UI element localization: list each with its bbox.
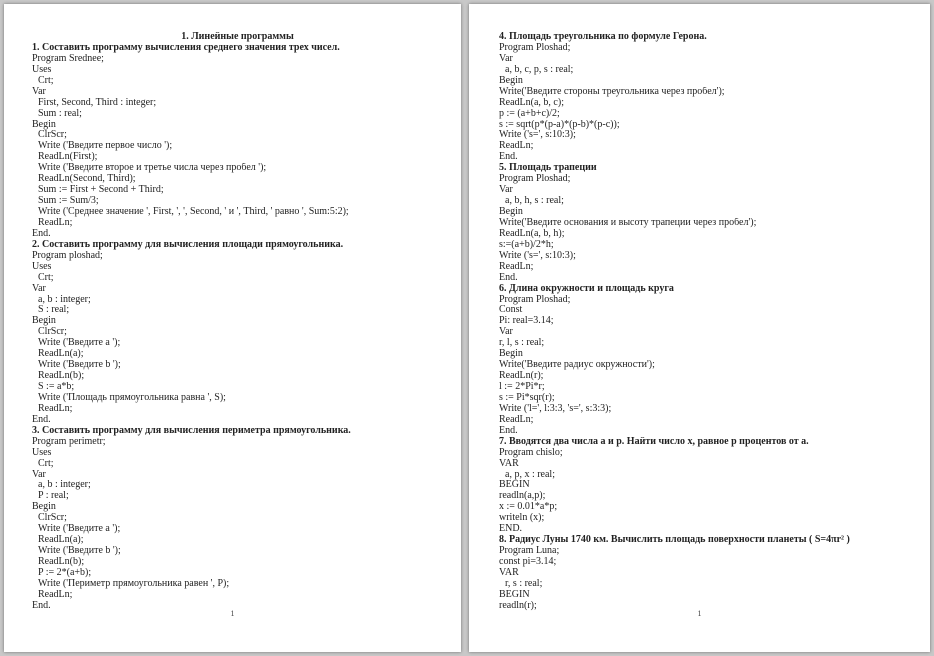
code-line: P := 2*(a+b); bbox=[38, 567, 92, 578]
code-line: Write ('Периметр прямоугольника равен ', P); bbox=[38, 578, 230, 589]
code-line: BEGIN bbox=[499, 589, 530, 600]
code-line: Begin bbox=[499, 75, 523, 86]
code-line: Crt; bbox=[38, 458, 54, 469]
section-heading: 3. Составить программу для вычисления периметра прямоугольника. bbox=[32, 425, 351, 436]
code-line: ReadLn(a, b, h); bbox=[499, 228, 565, 239]
code-line: Write ('Среднее значение ', First, ', ', Second, ' и ', Third, ' равно ', Sum:5:2); bbox=[38, 207, 349, 217]
code-line: End. bbox=[32, 414, 51, 425]
code-line: Uses bbox=[32, 261, 52, 272]
code-line: Begin bbox=[32, 316, 56, 327]
code-line: ClrScr; bbox=[38, 327, 67, 338]
code-line: ReadLn(a, b, c); bbox=[499, 97, 564, 108]
code-line: Program perimetr; bbox=[32, 436, 106, 447]
code-line: writeln (x); bbox=[499, 513, 545, 524]
code-line: Program Ploshad; bbox=[499, 42, 571, 53]
code-line: a, p, x : real; bbox=[505, 469, 555, 480]
section-heading: 1. Линейные программы bbox=[181, 32, 294, 42]
code-line: Write ('s=', s:10:3); bbox=[499, 130, 576, 141]
code-line: End. bbox=[499, 152, 518, 163]
code-line: Sum := First + Second + Third; bbox=[38, 185, 164, 196]
code-line: Write('Введите основания и высоту трапеции через пробел'); bbox=[499, 217, 757, 228]
code-line: Crt; bbox=[38, 75, 54, 86]
code-line: Begin bbox=[499, 349, 523, 360]
code-line: Sum : real; bbox=[38, 108, 82, 119]
code-line: Write ('Введите a '); bbox=[38, 338, 121, 349]
code-line: Uses bbox=[32, 64, 52, 75]
code-line: ClrScr; bbox=[38, 130, 67, 141]
code-line: ReadLn(b); bbox=[38, 371, 85, 382]
code-line: ReadLn; bbox=[499, 141, 534, 152]
code-line: Pi: real=3.14; bbox=[499, 316, 554, 327]
code-line: a, b, h, s : real; bbox=[505, 196, 564, 207]
code-line: End. bbox=[32, 228, 51, 239]
code-line: Program Ploshad; bbox=[499, 294, 571, 305]
code-line: Var bbox=[32, 86, 46, 97]
code-line: Write ('Введите первое число '); bbox=[38, 141, 173, 152]
code-line: BEGIN bbox=[499, 480, 530, 491]
code-line: Write('Введите радиус окружности'); bbox=[499, 360, 655, 371]
page-content bbox=[499, 32, 914, 612]
code-line: s:=(a+b)/2*h; bbox=[499, 239, 554, 250]
code-line: a, b : integer; bbox=[38, 294, 91, 305]
code-line: Begin bbox=[499, 207, 523, 217]
code-line: Begin bbox=[32, 119, 56, 130]
section-heading: 5. Площадь трапеции bbox=[499, 163, 597, 174]
code-line: Program Luna; bbox=[499, 546, 560, 557]
section-heading: 6. Длина окружности и площадь круга bbox=[499, 283, 674, 294]
code-line: END. bbox=[499, 524, 523, 535]
code-line: s := Pi*sqr(r); bbox=[499, 392, 555, 403]
code-line: a, b : integer; bbox=[38, 480, 91, 491]
code-line: S : real; bbox=[38, 305, 70, 316]
code-line: P : real; bbox=[38, 491, 69, 502]
code-line: Begin bbox=[32, 502, 56, 513]
code-line: r, s : real; bbox=[505, 578, 543, 589]
code-line: Write ('Площадь прямоугольника равна ', S); bbox=[38, 392, 226, 403]
code-line: End. bbox=[32, 600, 51, 611]
code-line: VAR bbox=[499, 567, 519, 578]
code-line: Write ('l=', l:3:3, 's=', s:3:3); bbox=[499, 403, 612, 414]
code-line: a, b, c, p, s : real; bbox=[505, 64, 574, 75]
code-line: End. bbox=[499, 425, 518, 436]
code-line: Var bbox=[499, 53, 513, 64]
code-line: ClrScr; bbox=[38, 513, 67, 524]
code-line: Write ('Введите второе и третье числа через пробел '); bbox=[38, 163, 267, 174]
code-line: ReadLn; bbox=[38, 589, 73, 600]
code-line: Write ('s=', s:10:3); bbox=[499, 250, 576, 261]
code-line: Var bbox=[32, 469, 46, 480]
page-number: 1 bbox=[697, 609, 702, 618]
code-line: p := (a+b+c)/2; bbox=[499, 108, 560, 119]
code-line: ReadLn(First); bbox=[38, 152, 98, 163]
code-line: Write ('Введите b '); bbox=[38, 546, 121, 557]
code-line: Sum := Sum/3; bbox=[38, 196, 99, 207]
code-line: ReadLn; bbox=[499, 261, 534, 272]
code-line: s := sqrt(p*(p-a)*(p-b)*(p-c)); bbox=[499, 119, 620, 130]
code-line: Const bbox=[499, 305, 523, 316]
code-line: Var bbox=[499, 327, 513, 338]
code-line: Uses bbox=[32, 447, 52, 458]
code-line: Var bbox=[499, 185, 513, 196]
code-line: ReadLn(a); bbox=[38, 349, 84, 360]
code-line: Write ('Введите b '); bbox=[38, 360, 121, 371]
code-line: VAR bbox=[499, 458, 519, 469]
code-line: const pi=3.14; bbox=[499, 557, 557, 567]
code-line: Program Srednee; bbox=[32, 53, 104, 64]
code-line: Var bbox=[32, 283, 46, 294]
code-line: Crt; bbox=[38, 272, 54, 283]
code-line: x := 0.01*a*p; bbox=[499, 502, 558, 513]
code-line: ReadLn; bbox=[38, 217, 73, 228]
code-line: l := 2*Pi*r; bbox=[499, 382, 545, 392]
code-line: Program Ploshad; bbox=[499, 174, 571, 185]
document-page-left bbox=[4, 4, 461, 652]
section-heading: 7. Вводятся два числа a и p. Найти число x, равное p процентов от a. bbox=[499, 436, 809, 447]
code-line: ReadLn(b); bbox=[38, 557, 85, 567]
code-line: r, l, s : real; bbox=[499, 338, 545, 349]
code-line: ReadLn(r); bbox=[499, 371, 544, 382]
code-line: Program ploshad; bbox=[32, 250, 103, 261]
code-line: readln(a,p); bbox=[499, 491, 546, 502]
code-line: ReadLn(a); bbox=[38, 535, 84, 546]
code-line: ReadLn; bbox=[38, 403, 73, 414]
code-line: Write('Введите стороны треугольника через пробел'); bbox=[499, 86, 725, 97]
code-line: Write ('Введите a '); bbox=[38, 524, 121, 535]
code-line: First, Second, Third : integer; bbox=[38, 97, 157, 108]
section-heading: 4. Площадь треугольника по формуле Герона. bbox=[499, 32, 707, 42]
section-heading: 2. Составить программу для вычисления площади прямоугольника. bbox=[32, 239, 344, 250]
code-line: Program chislo; bbox=[499, 447, 563, 458]
code-line: readln(r); bbox=[499, 600, 537, 611]
code-line: ReadLn; bbox=[499, 414, 534, 425]
page-number: 1 bbox=[230, 609, 235, 618]
page-content bbox=[32, 32, 443, 612]
code-line: End. bbox=[499, 272, 518, 283]
document-page-right bbox=[469, 4, 930, 652]
code-line: ReadLn(Second, Third); bbox=[38, 174, 136, 185]
section-heading: 8. Радиус Луны 1740 км. Вычислить площадь поверхности планеты ( S=4πr² ) bbox=[499, 535, 850, 546]
code-line: S := a*b; bbox=[38, 382, 75, 392]
section-heading: 1. Составить программу вычисления среднего значения трех чисел. bbox=[32, 42, 340, 53]
